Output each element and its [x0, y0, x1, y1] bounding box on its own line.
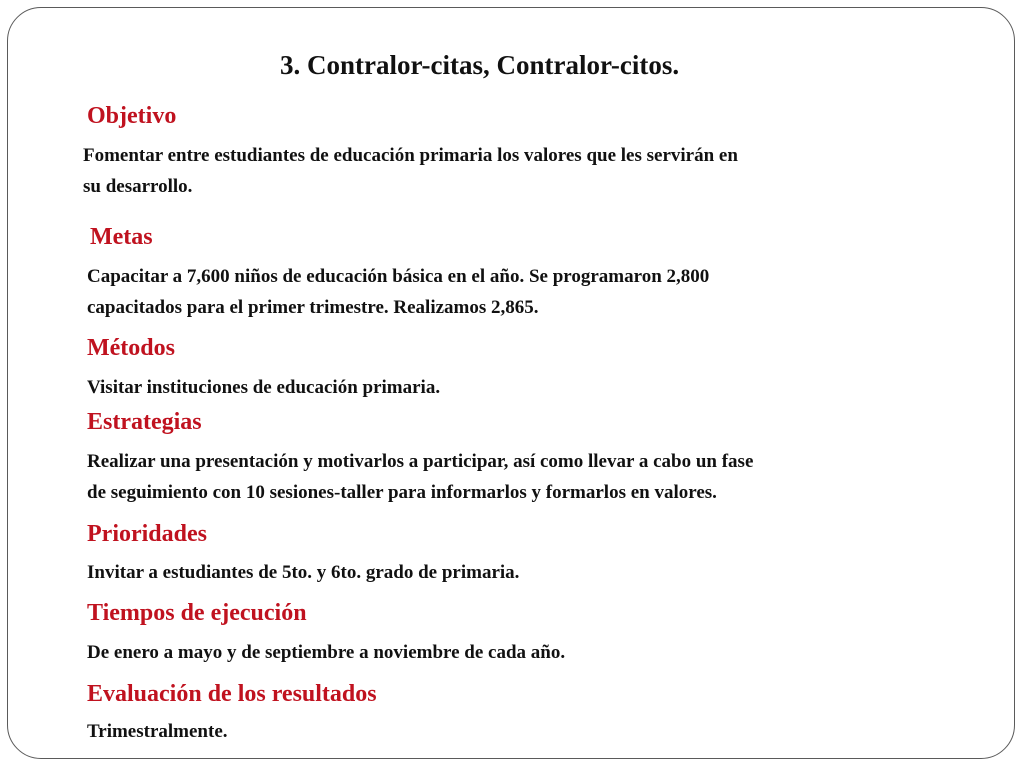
- evaluacion-text: [87, 716, 228, 747]
- metodos-heading: Métodos: [87, 335, 175, 361]
- metodos-line-1: Visitar instituciones de educación primaria.: [87, 377, 441, 398]
- tiempos-line-1: De enero a mayo y de septiembre a noviembre de cada año.: [87, 642, 566, 663]
- objetivo-text: [83, 140, 738, 202]
- metas-text: [87, 261, 709, 323]
- tiempos-text: [87, 637, 565, 668]
- metodos-text: [87, 372, 440, 403]
- prioridades-line-1: Invitar a estudiantes de 5to. y 6to. grado de primaria.: [87, 562, 520, 583]
- estrategias-heading: Estrategias: [87, 409, 202, 435]
- evaluacion-heading: Evaluación de los resultados: [87, 681, 377, 707]
- metas-line-1: Capacitar a 7,600 niños de educación básica en el año. Se programaron 2,800: [87, 266, 710, 287]
- prioridades-text: [87, 557, 519, 588]
- objetivo-line-1: Fomentar entre estudiantes de educación primaria los valores que les servirán en: [83, 145, 738, 166]
- objetivo-line-2: su desarrollo.: [83, 176, 193, 197]
- metas-heading: Metas: [90, 224, 153, 250]
- metas-line-2: capacitados para el primer trimestre. Realizamos 2,865.: [87, 297, 539, 318]
- evaluacion-line-1: Trimestralmente.: [87, 721, 228, 742]
- slide-title: 3. Contralor-citas, Contralor-citos.: [280, 50, 680, 80]
- prioridades-heading: Prioridades: [87, 521, 207, 547]
- estrategias-line-2: de seguimiento con 10 sesiones-taller para informarlos y formarlos en valores.: [87, 482, 717, 503]
- estrategias-line-1: Realizar una presentación y motivarlos a participar, así como llevar a cabo un fase: [87, 451, 754, 472]
- tiempos-heading: Tiempos de ejecución: [87, 600, 307, 626]
- estrategias-text: [87, 446, 753, 508]
- objetivo-heading: Objetivo: [87, 103, 177, 129]
